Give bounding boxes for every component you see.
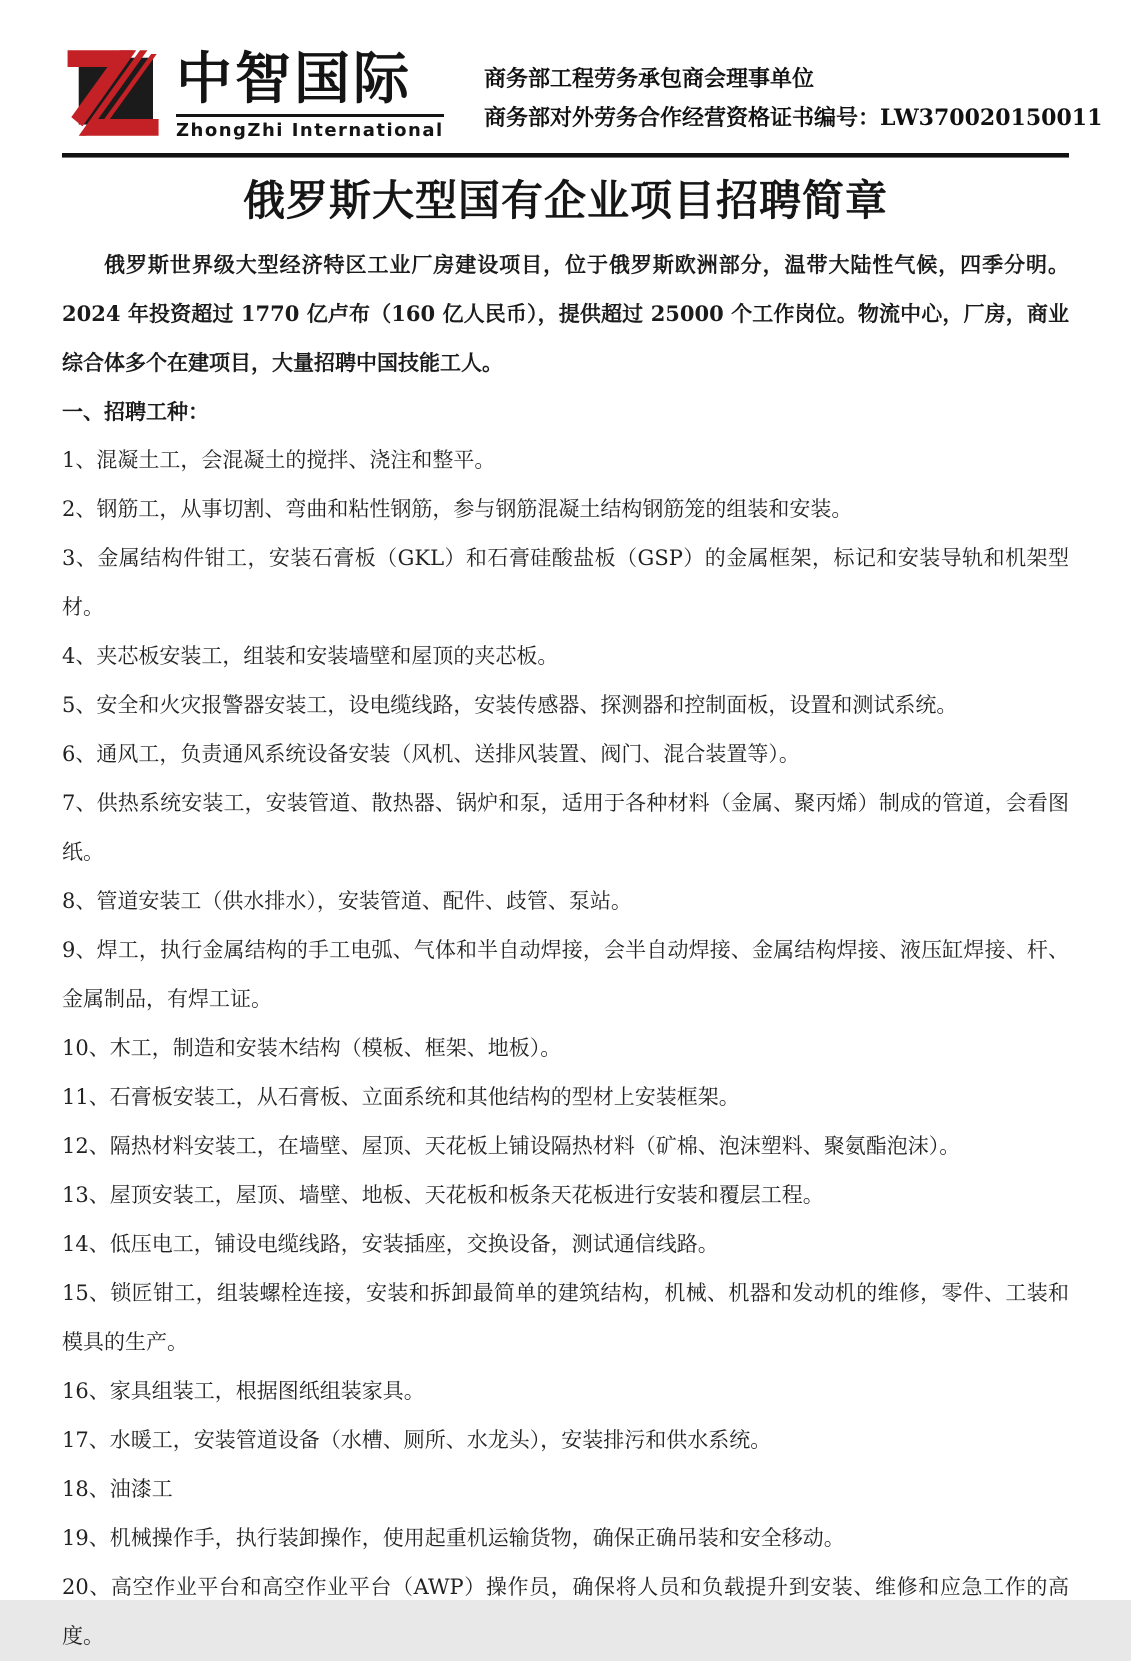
job-list-item: 11、石膏板安装工，从石膏板、立面系统和其他结构的型材上安装框架。: [62, 1085, 740, 1109]
logo-rule: [176, 114, 444, 117]
job-list-item: 2、钢筋工，从事切割、弯曲和粘性钢筋，参与钢筋混凝土结构钢筋笼的组装和安装。: [62, 497, 853, 521]
job-list-item: 17、水暖工，安装管道设备（水槽、厕所、水龙头），安装排污和供水系统。: [62, 1428, 772, 1452]
logo-name-cn: 中智国际: [176, 47, 412, 112]
job-list-item: 18、油漆工: [62, 1477, 173, 1501]
job-list-item: 3、金属结构件钳工，安装石膏板（GKL）和石膏硅酸盐板（GSP）的金属框架，标记和安装导轨和机架型材。: [62, 546, 1069, 619]
header-divider: [62, 153, 1069, 158]
job-list-item: 7、供热系统安装工，安装管道、散热器、锅炉和泵，适用于各种材料（金属、聚丙烯）制成的管道，会看图纸。: [62, 791, 1069, 864]
job-list-item: 10、木工，制造和安装木结构（模板、框架、地板）。: [62, 1036, 562, 1060]
job-list-item: 19、机械操作手，执行装卸操作，使用起重机运输货物，确保正确吊装和安全移动。: [62, 1526, 845, 1550]
job-list-item: 13、屋顶安装工，屋顶、墙壁、地板、天花板和板条天花板进行安装和覆层工程。: [62, 1183, 824, 1207]
job-list-item: 20、高空作业平台和高空作业平台（AWP）操作员，确保将人员和负载提升到安装、维修和应急工作的高度。: [62, 1575, 1069, 1648]
company-logo: [62, 48, 444, 141]
job-list-item: 4、夹芯板安装工，组装和安装墙壁和屋顶的夹芯板。: [62, 644, 559, 668]
credentials-block: [484, 48, 1103, 138]
letterhead: [62, 47, 1103, 141]
job-list-item: 16、家具组装工，根据图纸组装家具。: [62, 1379, 425, 1403]
job-list-item: 12、隔热材料安装工，在墙壁、屋顶、天花板上铺设隔热材料（矿棉、泡沫塑料、聚氨酯泡沫）。: [62, 1134, 961, 1158]
job-list-item: 6、通风工，负责通风系统设备安装（风机、送排风装置、阀门、混合装置等）。: [62, 742, 800, 766]
job-list-item: 9、焊工，执行金属结构的手工电弧、气体和半自动焊接，会半自动焊接、金属结构焊接、液压缸焊接、杆、金属制品，有焊工证。: [62, 938, 1069, 1011]
job-list-item: 1、混凝土工，会混凝土的搅拌、浇注和整平。: [62, 448, 496, 472]
z-logo-icon: [62, 48, 166, 138]
job-list-item: 15、锁匠钳工，组装螺栓连接，安装和拆卸最简单的建筑结构，机械、机器和发动机的维修，零件、工装和模具的生产。: [62, 1281, 1069, 1354]
logo-wordmark: [176, 48, 444, 141]
page-title: 俄罗斯大型国有企业项目招聘简章: [242, 176, 888, 225]
credential-line-2: 商务部对外劳务合作经营资格证书编号：LW370020150011: [484, 105, 1103, 131]
section-heading: 一、招聘工种：: [62, 399, 209, 424]
job-list-item: 8、管道安装工（供水排水），安装管道、配件、歧管、泵站。: [62, 889, 632, 913]
logo-name-en: ZhongZhi International: [176, 120, 444, 141]
intro-paragraph: 俄罗斯世界级大型经济特区工业厂房建设项目，位于俄罗斯欧洲部分，温带大陆性气候，四季分明。2024 年投资超过 1770 亿卢布（160 亿人民币），提供超过 25000 个工作岗位。物流中心，厂房，商业综合体多个在建项目，大量招聘中国技能工人。: [62, 252, 1069, 375]
job-list-item: 5、安全和火灾报警器安装工，设电缆线路，安装传感器、探测器和控制面板，设置和测试系统。: [62, 693, 958, 717]
job-list: [62, 436, 1069, 1661]
credential-line-1: 商务部工程劳务承包商会理事单位: [484, 66, 815, 92]
job-list-item: 14、低压电工，铺设电缆线路，安装插座，交换设备，测试通信线路。: [62, 1232, 719, 1256]
